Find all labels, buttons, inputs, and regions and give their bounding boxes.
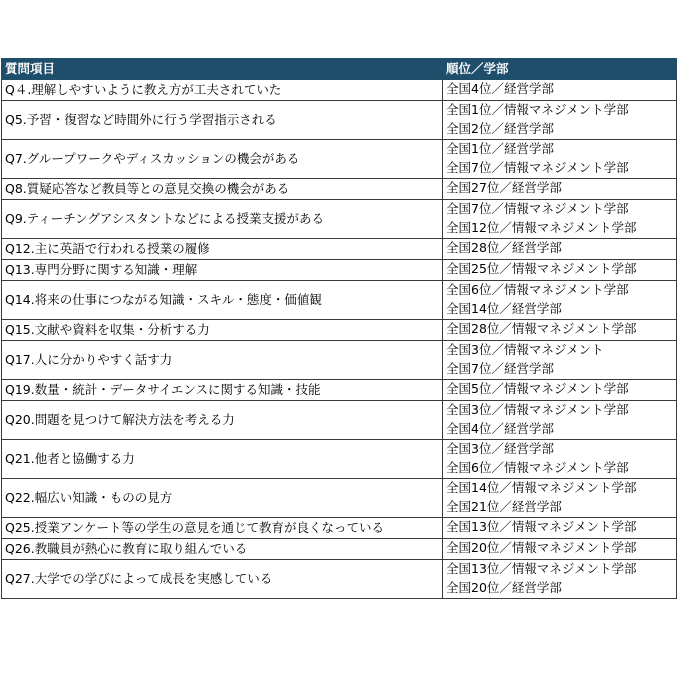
question-cell: Q19.数量・統計・データサイエンスに関する知識・技能 (2, 380, 443, 401)
rank-entry: 全国6位／情報マネジメント学部 (446, 459, 629, 475)
rank-cell (443, 518, 677, 539)
rank-cell (443, 101, 677, 140)
table-row (2, 281, 677, 320)
rank-entry: 全国1位／経営学部 (446, 141, 554, 156)
rank-entry: 全国13位／情報マネジメント学部 (446, 519, 637, 534)
rank-entry: 全国28位／経営学部 (446, 240, 562, 255)
rank-cell (443, 260, 677, 281)
table-row (2, 80, 677, 101)
rank-entry: 全国3位／経営学部 (446, 441, 554, 456)
table-row (2, 200, 677, 239)
rank-entry: 全国7位／情報マネジメント学部 (446, 159, 629, 175)
question-cell: Q21.他者と協働する力 (2, 440, 443, 479)
rank-cell (443, 320, 677, 341)
table-row (2, 179, 677, 200)
rank-cell (443, 539, 677, 560)
question-cell: Q27.大学での学びによって成長を実感している (2, 560, 443, 599)
question-cell: Q15.文献や資料を収集・分析する力 (2, 320, 443, 341)
rank-cell (443, 479, 677, 518)
rank-entry: 全国25位／情報マネジメント学部 (446, 261, 637, 276)
question-cell: Q26.教職員が熱心に教育に取り組んでいる (2, 539, 443, 560)
table-row (2, 140, 677, 179)
survey-ranking-table (1, 58, 677, 599)
question-cell: Q12.主に英語で行われる授業の履修 (2, 239, 443, 260)
table-row (2, 518, 677, 539)
rank-entry: 全国7位／情報マネジメント学部 (446, 201, 629, 216)
rank-entry: 全国4位／経営学部 (446, 420, 554, 436)
table-row (2, 260, 677, 281)
header-question: 質問項目 (2, 59, 443, 80)
table-row (2, 101, 677, 140)
rank-entry: 全国27位／経営学部 (446, 180, 562, 195)
rank-entry: 全国13位／情報マネジメント学部 (446, 561, 637, 576)
rank-cell (443, 401, 677, 440)
header-row (2, 59, 677, 80)
rank-entry: 全国1位／情報マネジメント学部 (446, 102, 629, 117)
rank-cell (443, 281, 677, 320)
rank-entry: 全国4位／経営学部 (446, 81, 554, 96)
table-row (2, 239, 677, 260)
rank-entry: 全国2位／経営学部 (446, 120, 554, 136)
rank-entry: 全国7位／経営学部 (446, 360, 554, 376)
rank-entry: 全国20位／経営学部 (446, 579, 562, 595)
question-cell: Q４.理解しやすいように教え方が工夫されていた (2, 80, 443, 101)
rank-entry: 全国14位／経営学部 (446, 300, 562, 316)
rank-cell (443, 140, 677, 179)
table-row (2, 560, 677, 599)
table-row (2, 479, 677, 518)
table-row (2, 341, 677, 380)
rank-entry: 全国3位／情報マネジメント (446, 342, 604, 357)
question-cell: Q13.専門分野に関する知識・理解 (2, 260, 443, 281)
rank-cell (443, 560, 677, 599)
table-row (2, 440, 677, 479)
question-cell: Q14.将来の仕事につながる知識・スキル・態度・価値観 (2, 281, 443, 320)
rank-cell (443, 239, 677, 260)
rank-cell (443, 440, 677, 479)
table-header (2, 59, 677, 80)
question-cell: Q5.予習・復習など時間外に行う学習指示される (2, 101, 443, 140)
rank-cell (443, 200, 677, 239)
question-cell: Q17.人に分かりやすく話す力 (2, 341, 443, 380)
table-body (2, 80, 677, 599)
question-cell: Q25.授業アンケート等の学生の意見を通じて教育が良くなっている (2, 518, 443, 539)
rank-entry: 全国21位／経営学部 (446, 498, 562, 514)
rank-cell (443, 80, 677, 101)
question-cell: Q9.ティーチングアシスタントなどによる授業支援がある (2, 200, 443, 239)
question-cell: Q8.質疑応答など教員等との意見交換の機会がある (2, 179, 443, 200)
rank-cell (443, 179, 677, 200)
rank-entry: 全国12位／情報マネジメント学部 (446, 219, 637, 235)
question-cell: Q20.問題を見つけて解決方法を考える力 (2, 401, 443, 440)
rank-entry: 全国6位／情報マネジメント学部 (446, 282, 629, 297)
table-row (2, 401, 677, 440)
rank-entry: 全国28位／情報マネジメント学部 (446, 321, 637, 336)
rank-cell (443, 341, 677, 380)
table-row (2, 320, 677, 341)
header-rank: 順位／学部 (443, 59, 677, 80)
rank-entry: 全国5位／情報マネジメント学部 (446, 381, 629, 396)
rank-cell (443, 380, 677, 401)
table-row (2, 380, 677, 401)
question-cell: Q22.幅広い知識・ものの見方 (2, 479, 443, 518)
question-cell: Q7.グループワークやディスカッションの機会がある (2, 140, 443, 179)
rank-entry: 全国14位／情報マネジメント学部 (446, 480, 637, 495)
rank-entry: 全国20位／情報マネジメント学部 (446, 540, 637, 555)
rank-entry: 全国3位／情報マネジメント学部 (446, 402, 629, 417)
table-row (2, 539, 677, 560)
